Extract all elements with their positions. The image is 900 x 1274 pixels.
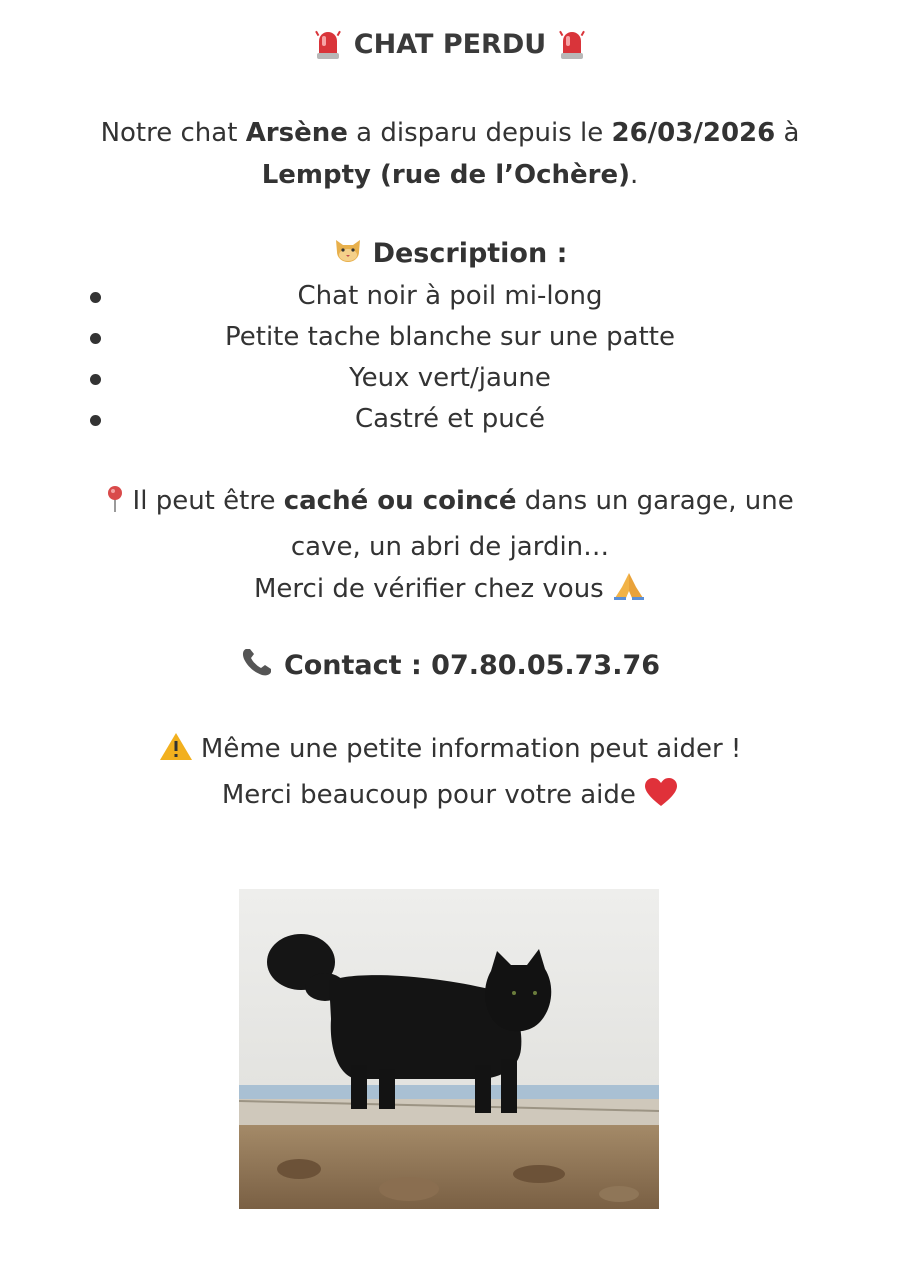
list-item — [0, 399, 900, 440]
hint-line2: cave, un abri de jardin… — [290, 532, 610, 562]
list-item-text: Yeux vert/jaune — [349, 363, 551, 393]
hint-prefix: Il peut être — [124, 486, 284, 516]
contact-text: Contact : 07.80.05.73.76 — [283, 650, 661, 681]
closing-paragraph — [60, 728, 840, 820]
intro-middle: a disparu depuis le — [347, 118, 612, 148]
description-list — [0, 276, 900, 440]
poster-title-row — [0, 28, 900, 60]
list-item — [0, 358, 900, 399]
intro-after-date: à — [775, 118, 800, 148]
siren-icon — [558, 28, 586, 60]
description-heading-row — [0, 236, 900, 271]
hint-suffix: dans un garage, une — [516, 486, 794, 516]
cat-photo — [239, 889, 659, 1209]
bullet-icon — [90, 374, 101, 385]
siren-icon — [314, 28, 342, 60]
bullet-icon — [90, 415, 101, 426]
intro-prefix: Notre chat — [100, 118, 246, 148]
page-title: CHAT PERDU — [353, 28, 547, 60]
closing-line1: Même une petite information peut aider ! — [192, 734, 742, 764]
disappearance-place: Lempty (rue de l’Ochère) — [261, 160, 631, 190]
bullet-icon — [90, 333, 101, 344]
disappearance-date: 26/03/2026 — [611, 118, 776, 148]
description-heading: Description : — [372, 238, 568, 269]
intro-end: . — [630, 160, 639, 190]
black-cat-photo-icon — [239, 889, 659, 1209]
list-item — [0, 276, 900, 317]
contact-row — [0, 646, 900, 685]
location-pin-icon — [106, 484, 124, 526]
hint-bold: caché ou coincé — [283, 486, 517, 516]
praying-hands-icon — [612, 571, 646, 614]
closing-line2: Merci beaucoup pour votre aide — [221, 780, 645, 810]
hint-line3: Merci de vérifier chez vous — [254, 574, 612, 604]
list-item — [0, 317, 900, 358]
list-item-text: Chat noir à poil mi-long — [297, 281, 603, 311]
warning-icon — [159, 731, 193, 774]
cat-face-icon — [333, 236, 363, 271]
heart-icon — [644, 777, 678, 820]
cat-name: Arsène — [245, 118, 348, 148]
phone-icon — [240, 646, 274, 685]
bullet-icon — [90, 292, 101, 303]
list-item-text: Castré et pucé — [355, 404, 545, 434]
intro-paragraph — [60, 112, 840, 196]
list-item-text: Petite tache blanche sur une patte — [225, 322, 675, 352]
hint-paragraph — [60, 480, 840, 614]
